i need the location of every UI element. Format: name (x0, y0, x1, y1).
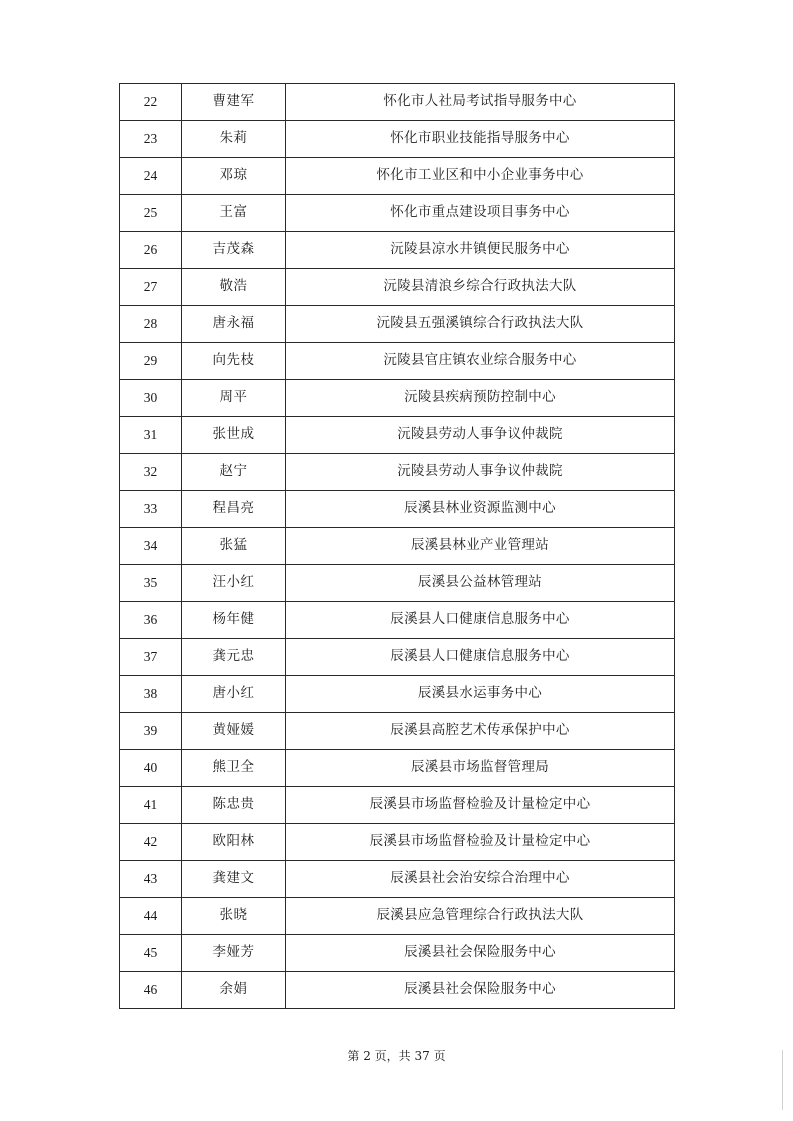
table-row (120, 195, 675, 232)
row-number-cell: 25 (120, 195, 182, 232)
work-unit-cell: 辰溪县人口健康信息服务中心 (286, 639, 675, 676)
table-row (120, 639, 675, 676)
work-unit-cell: 辰溪县林业资源监测中心 (286, 491, 675, 528)
person-name-cell: 龚元忠 (182, 639, 286, 676)
work-unit-cell: 沅陵县劳动人事争议仲裁院 (286, 454, 675, 491)
work-unit-cell: 辰溪县水运事务中心 (286, 676, 675, 713)
person-name-cell: 张世成 (182, 417, 286, 454)
row-number-cell: 40 (120, 750, 182, 787)
work-unit-cell: 沅陵县疾病预防控制中心 (286, 380, 675, 417)
row-number-cell: 43 (120, 861, 182, 898)
row-number-cell: 42 (120, 824, 182, 861)
scan-edge-mark (782, 1050, 783, 1110)
row-number-cell: 22 (120, 84, 182, 121)
work-unit-cell: 辰溪县应急管理综合行政执法大队 (286, 898, 675, 935)
table-row (120, 935, 675, 972)
row-number-cell: 30 (120, 380, 182, 417)
table-row (120, 343, 675, 380)
table-row (120, 565, 675, 602)
work-unit-cell: 辰溪县社会治安综合治理中心 (286, 861, 675, 898)
row-number-cell: 29 (120, 343, 182, 380)
page-footer (0, 1047, 793, 1064)
work-unit-cell: 辰溪县社会保险服务中心 (286, 972, 675, 1009)
person-name-cell: 唐小红 (182, 676, 286, 713)
row-number-cell: 31 (120, 417, 182, 454)
work-unit-cell: 辰溪县林业产业管理站 (286, 528, 675, 565)
person-name-cell: 张晓 (182, 898, 286, 935)
work-unit-cell: 沅陵县官庄镇农业综合服务中心 (286, 343, 675, 380)
table-row (120, 121, 675, 158)
table-row (120, 713, 675, 750)
work-unit-cell: 辰溪县市场监督检验及计量检定中心 (286, 787, 675, 824)
person-name-cell: 周平 (182, 380, 286, 417)
person-name-cell: 汪小红 (182, 565, 286, 602)
row-number-cell: 26 (120, 232, 182, 269)
table-row (120, 750, 675, 787)
row-number-cell: 41 (120, 787, 182, 824)
person-name-cell: 赵宁 (182, 454, 286, 491)
work-unit-cell: 怀化市工业区和中小企业事务中心 (286, 158, 675, 195)
work-unit-cell: 沅陵县劳动人事争议仲裁院 (286, 417, 675, 454)
person-name-cell: 龚建文 (182, 861, 286, 898)
work-unit-cell: 沅陵县五强溪镇综合行政执法大队 (286, 306, 675, 343)
row-number-cell: 28 (120, 306, 182, 343)
work-unit-cell: 辰溪县市场监督检验及计量检定中心 (286, 824, 675, 861)
table-row (120, 676, 675, 713)
table-row (120, 972, 675, 1009)
work-unit-cell: 辰溪县人口健康信息服务中心 (286, 602, 675, 639)
row-number-cell: 23 (120, 121, 182, 158)
person-name-cell: 朱莉 (182, 121, 286, 158)
row-number-cell: 37 (120, 639, 182, 676)
table-row (120, 861, 675, 898)
roster-table (119, 83, 675, 1009)
row-number-cell: 36 (120, 602, 182, 639)
table-row (120, 824, 675, 861)
person-name-cell: 曹建军 (182, 84, 286, 121)
person-name-cell: 敬浩 (182, 269, 286, 306)
roster-table-body (120, 84, 675, 1009)
person-name-cell: 熊卫全 (182, 750, 286, 787)
work-unit-cell: 辰溪县市场监督管理局 (286, 750, 675, 787)
row-number-cell: 24 (120, 158, 182, 195)
table-row (120, 491, 675, 528)
table-row (120, 898, 675, 935)
row-number-cell: 46 (120, 972, 182, 1009)
person-name-cell: 黄娅媛 (182, 713, 286, 750)
person-name-cell: 吉茂森 (182, 232, 286, 269)
row-number-cell: 27 (120, 269, 182, 306)
person-name-cell: 欧阳林 (182, 824, 286, 861)
row-number-cell: 44 (120, 898, 182, 935)
table-row (120, 232, 675, 269)
table-row (120, 602, 675, 639)
row-number-cell: 38 (120, 676, 182, 713)
page-number-label: 第 2 页，共 37 页 (347, 1049, 446, 1063)
work-unit-cell: 怀化市人社局考试指导服务中心 (286, 84, 675, 121)
person-name-cell: 王富 (182, 195, 286, 232)
work-unit-cell: 辰溪县公益林管理站 (286, 565, 675, 602)
person-name-cell: 唐永福 (182, 306, 286, 343)
row-number-cell: 32 (120, 454, 182, 491)
row-number-cell: 45 (120, 935, 182, 972)
row-number-cell: 33 (120, 491, 182, 528)
table-row (120, 306, 675, 343)
person-name-cell: 向先枝 (182, 343, 286, 380)
person-name-cell: 余娟 (182, 972, 286, 1009)
work-unit-cell: 辰溪县社会保险服务中心 (286, 935, 675, 972)
person-name-cell: 李娅芳 (182, 935, 286, 972)
row-number-cell: 34 (120, 528, 182, 565)
person-name-cell: 程昌亮 (182, 491, 286, 528)
work-unit-cell: 沅陵县凉水井镇便民服务中心 (286, 232, 675, 269)
person-name-cell: 杨年健 (182, 602, 286, 639)
table-row (120, 454, 675, 491)
table-row (120, 84, 675, 121)
table-row (120, 417, 675, 454)
work-unit-cell: 怀化市重点建设项目事务中心 (286, 195, 675, 232)
person-name-cell: 邓琼 (182, 158, 286, 195)
work-unit-cell: 怀化市职业技能指导服务中心 (286, 121, 675, 158)
row-number-cell: 35 (120, 565, 182, 602)
work-unit-cell: 沅陵县清浪乡综合行政执法大队 (286, 269, 675, 306)
table-row (120, 269, 675, 306)
table-row (120, 158, 675, 195)
person-name-cell: 陈忠贵 (182, 787, 286, 824)
person-name-cell: 张猛 (182, 528, 286, 565)
work-unit-cell: 辰溪县高腔艺术传承保护中心 (286, 713, 675, 750)
row-number-cell: 39 (120, 713, 182, 750)
table-row (120, 380, 675, 417)
table-row (120, 787, 675, 824)
table-row (120, 528, 675, 565)
